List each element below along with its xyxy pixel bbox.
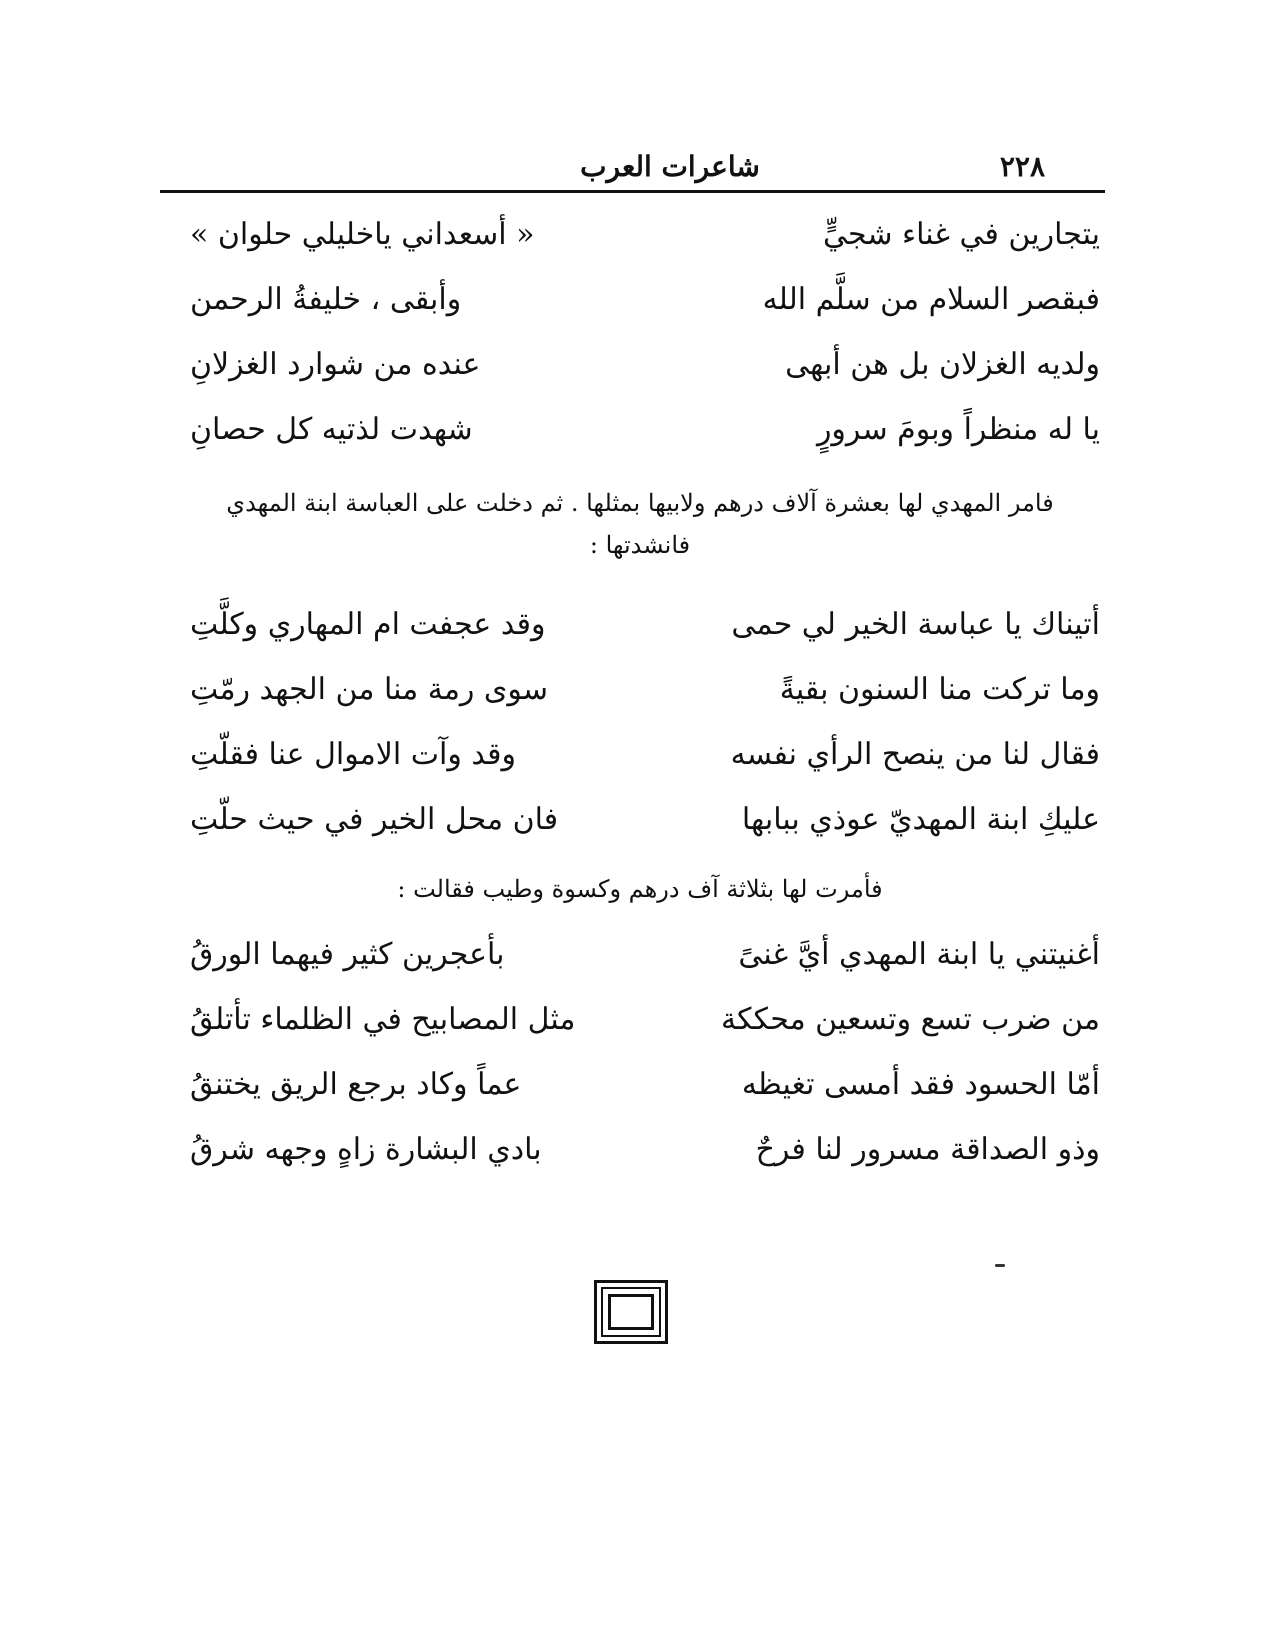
prose-paragraph: فامر المهدي لها بعشرة آلاف درهم ولابيها بمثلها . ثم دخلت على العباسة ابنة المهدي فانشدتها :	[226, 489, 1054, 559]
verse-line	[190, 795, 1100, 855]
verse-first-hemistich: أغنيتني يا ابنة المهدي أيَّ غنىً	[738, 937, 1100, 972]
verse-second-hemistich: بادي البشارة زاهٍ وجهه شرقُ	[190, 1132, 542, 1167]
verse-line	[190, 665, 1100, 725]
verse-first-hemistich: يتجارين في غناء شجيٍّ	[822, 217, 1100, 252]
verse-first-hemistich: أتيناك يا عباسة الخير لي حمى	[731, 607, 1100, 642]
verse-second-hemistich: سوى رمة منا من الجهد رمّتِ	[190, 672, 549, 707]
page-number: ٢٢٨	[999, 150, 1045, 183]
verse-second-hemistich: شهدت لذتيه كل حصانِ	[190, 412, 473, 447]
verse-line	[190, 930, 1100, 990]
verse-line	[190, 340, 1100, 400]
verse-second-hemistich: فان محل الخير في حيث حلّتِ	[190, 802, 559, 837]
verse-first-hemistich: يا له منظراً وبومَ سرورٍ	[816, 412, 1100, 447]
verse-line	[190, 405, 1100, 465]
verse-second-hemistich: وقد عجفت ام المهاري وكلَّتِ	[190, 607, 546, 642]
verse-line	[190, 730, 1100, 790]
verse-second-hemistich: عماً وكاد برجع الريق يختنقُ	[190, 1067, 522, 1102]
verse-first-hemistich: من ضرب تسع وتسعين محككة	[720, 1002, 1100, 1037]
verse-second-hemistich: عنده من شوارد الغزلانِ	[190, 347, 481, 382]
running-title: شاعرات العرب	[580, 150, 760, 183]
verse-line	[190, 1060, 1100, 1120]
verse-first-hemistich: فبقصر السلام من سلَّم الله	[762, 282, 1100, 317]
verse-second-hemistich: « أسعداني ياخليلي حلوان »	[190, 217, 535, 252]
end-ornament	[594, 1280, 668, 1344]
verse-line	[190, 210, 1100, 270]
verse-second-hemistich: وأبقى ، خليفةُ الرحمن	[190, 282, 462, 317]
verse-line	[190, 995, 1100, 1055]
verse-first-hemistich: فقال لنا من ينصح الرأي نفسه	[730, 737, 1100, 772]
verse-line	[190, 275, 1100, 335]
verse-first-hemistich: وذو الصداقة مسرور لنا فرحٌ	[755, 1132, 1100, 1167]
verse-first-hemistich: عليكِ ابنة المهديّ عوذي ببابها	[741, 802, 1100, 837]
stray-ink-mark	[995, 1264, 1005, 1267]
verse-line	[190, 1125, 1100, 1185]
verse-second-hemistich: بأعجرين كثير فيهما الورقُ	[190, 937, 505, 972]
header-rule	[160, 190, 1105, 193]
verse-first-hemistich: ولديه الغزلان بل هن أبهى	[785, 347, 1100, 382]
verse-second-hemistich: مثل المصابيح في الظلماء تأتلقُ	[190, 1002, 576, 1037]
prose-paragraph: فأمرت لها بثلاثة آف درهم وكسوة وطيب فقالت :	[397, 875, 883, 903]
page-header	[160, 150, 1105, 190]
verse-first-hemistich: وما تركت منا السنون بقيةً	[779, 672, 1100, 707]
end-ornament-inner-frame	[601, 1287, 661, 1337]
verse-first-hemistich: أمّا الحسود فقد أمسى تغيظه	[741, 1067, 1100, 1102]
verse-line	[190, 600, 1100, 660]
end-ornament-core-frame	[608, 1294, 654, 1330]
verse-second-hemistich: وقد وآت الاموال عنا فقلّتِ	[190, 737, 516, 772]
